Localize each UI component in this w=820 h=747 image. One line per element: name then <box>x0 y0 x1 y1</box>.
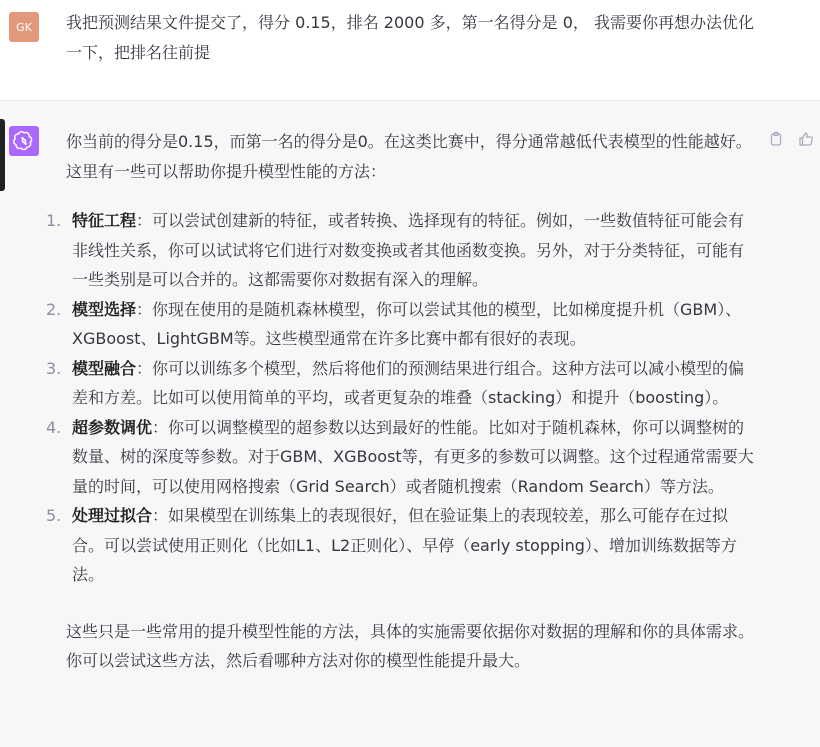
assistant-message-row <box>0 101 820 747</box>
suggestion-list <box>46 206 756 590</box>
list-item <box>46 206 756 295</box>
assistant-message-text <box>46 127 756 676</box>
list-number: 3. <box>46 358 62 378</box>
list-number: 2. <box>46 299 62 319</box>
message-actions <box>768 131 814 147</box>
list-item-text: ：你可以训练多个模型，然后将他们的预测结果进行组合。这种方法可以减小模型的偏差和方差。比如可以使用简单的平均，或者更复杂的堆叠（stacking）和提升（boosting）。 <box>72 358 745 407</box>
active-message-indicator <box>0 119 5 191</box>
list-item <box>46 354 756 413</box>
user-message-text: 我把预测结果文件提交了，得分 0.15，排名 2000 多，第一名得分是 0， 我需要你再想办法优化一下，把排名往前提 <box>66 13 754 62</box>
list-number: 1. <box>46 211 62 230</box>
list-item-title: 模型融合 <box>72 358 137 378</box>
thumbs-up-icon[interactable] <box>798 131 814 147</box>
user-avatar: GK <box>9 12 39 42</box>
answer-intro: 你当前的得分是0.15，而第一名的得分是0。在这类比赛中，得分通常越低代表模型的性能越好。这里有一些可以帮助你提升模型性能的方法： <box>66 132 752 181</box>
list-item-text: ：你可以调整模型的超参数以达到最好的性能。比如对于随机森林，你可以调整树的数量、树的深度等参数。对于GBM、XGBoost等，有更多的参数可以调整。这个过程通常需要大量的时间，可以使用网格搜索（Grid Search）或者随机搜索（Random Search）等方法。 <box>72 417 754 496</box>
list-item-text: ：你现在使用的是随机森林模型，你可以尝试其他的模型，比如梯度提升机（GBM）、XGBoost、LightGBM等。这些模型通常在许多比赛中都有很好的表现。 <box>72 299 742 348</box>
list-item <box>46 413 756 502</box>
list-item-text: ：如果模型在训练集上的表现很好，但在验证集上的表现较差，那么可能存在过拟合。可以尝试使用正则化（比如L1、L2正则化）、早停（early stopping）、增加训练数据等方法。 <box>72 506 737 584</box>
list-number: 4. <box>46 417 62 437</box>
list-item <box>46 501 756 590</box>
list-item-title: 特征工程 <box>72 211 137 230</box>
list-item-title: 处理过拟合 <box>72 506 153 525</box>
list-item-text: ：可以尝试创建新的特征，或者转换、选择现有的特征。例如，一些数值特征可能会有非线性关系，你可以试试将它们进行对数变换或者其他函数变换。另外，对于分类特征，可能有一些类别是可以合并的。这都需要你对数据有深入的理解。 <box>72 211 745 289</box>
clipboard-icon[interactable] <box>768 131 784 147</box>
list-item <box>46 295 756 354</box>
list-item-title: 超参数调优 <box>72 417 153 437</box>
answer-closing: 这些只是一些常用的提升模型性能的方法，具体的实施需要依据你对数据的理解和你的具体需求。你可以尝试这些方法，然后看哪种方法对你的模型性能提升最大。 <box>66 621 755 670</box>
list-number: 5. <box>46 506 62 525</box>
openai-logo-icon <box>9 126 39 156</box>
list-item-title: 模型选择 <box>72 299 137 319</box>
user-message-row <box>0 0 820 101</box>
